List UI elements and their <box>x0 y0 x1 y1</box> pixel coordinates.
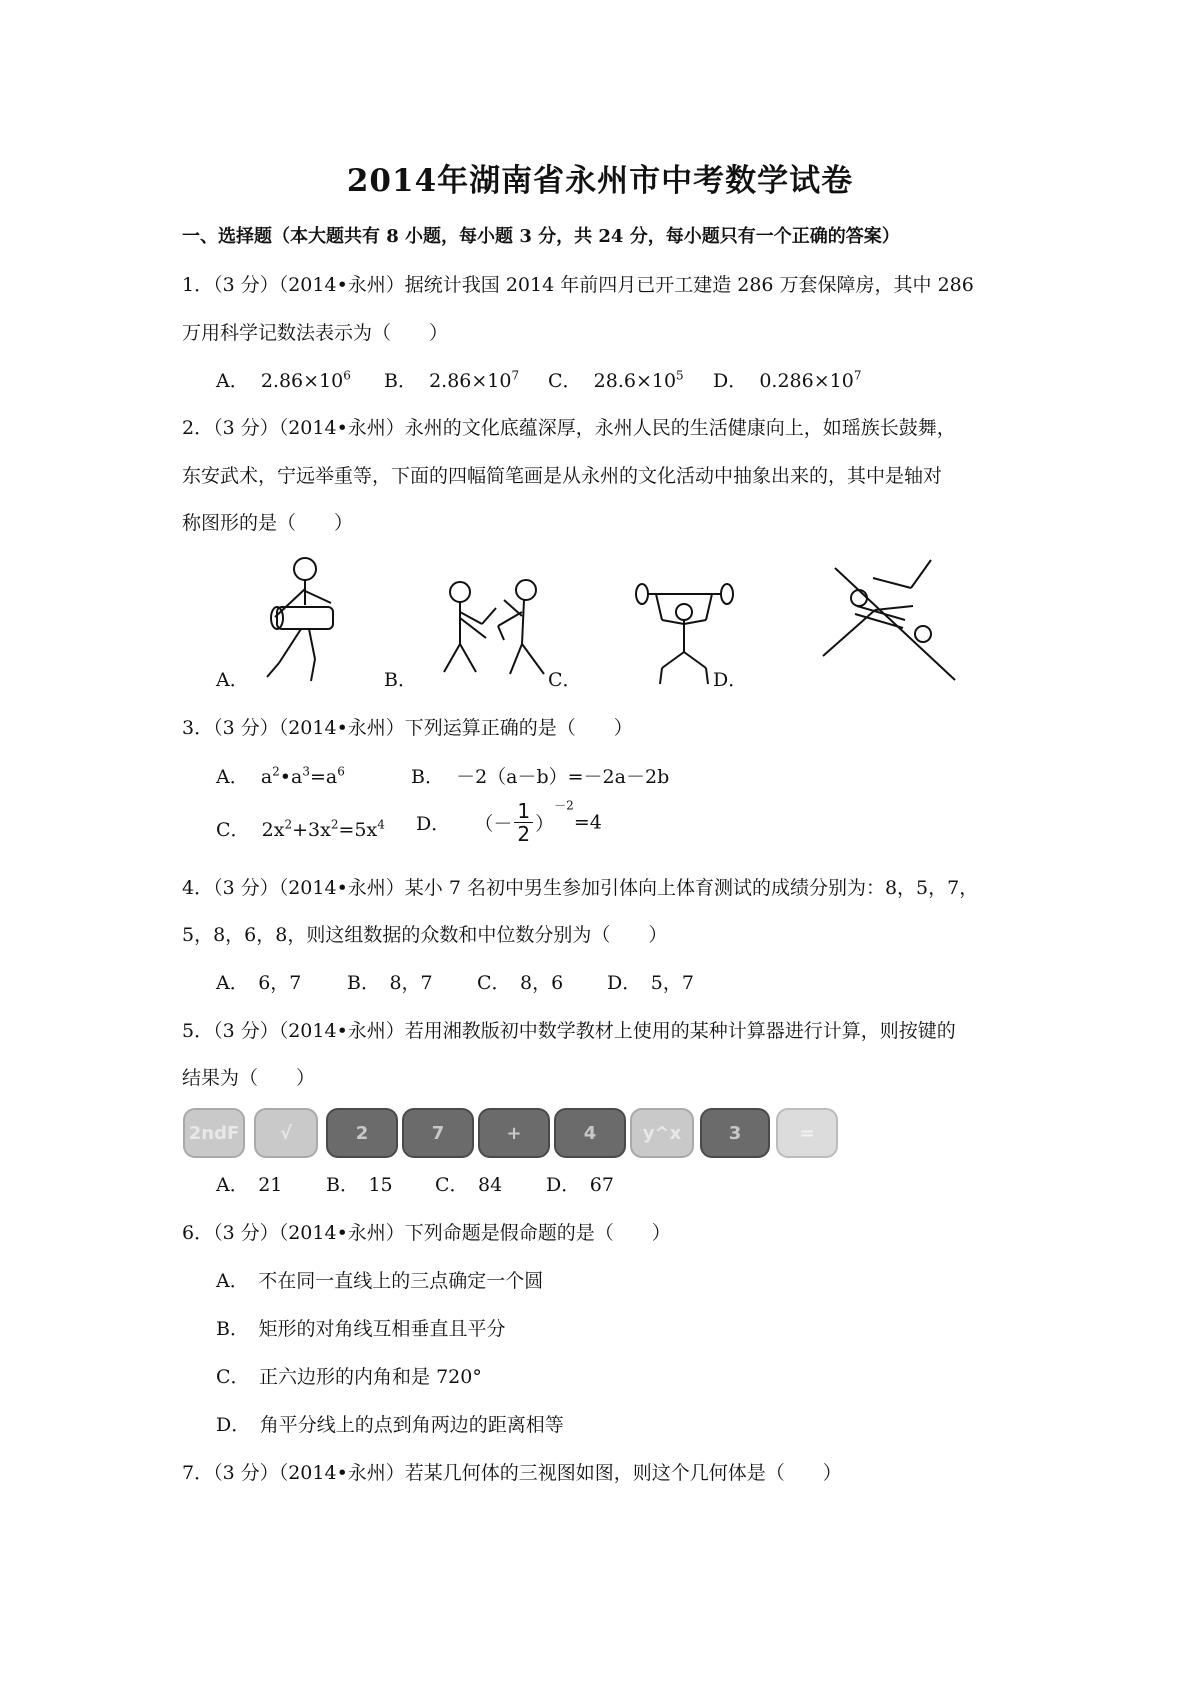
calc-key-sqrt: √ <box>254 1108 318 1158</box>
q2-label-c: C． <box>548 669 582 691</box>
page-title: 2014年湖南省永州市中考数学试卷 <box>346 163 854 199</box>
q2-label-a: A． <box>216 669 249 691</box>
q4-option-a: A． 6，7 <box>216 972 302 994</box>
figure-b-martial-arts <box>440 578 555 683</box>
calc-key-2ndf: 2ndF <box>183 1108 245 1158</box>
calc-key-plus: + <box>478 1108 550 1158</box>
calc-key-3: 3 <box>700 1108 770 1158</box>
q4-option-c: C． 8，6 <box>477 972 564 994</box>
q4-option-b: B． 8，7 <box>347 972 433 994</box>
figure-d-athlete <box>795 548 965 688</box>
q1-line1: 1．（3 分）（2014•永州）据统计我国 2014 年前四月已开工建造 286 万套保障房，其中 286 <box>182 274 974 296</box>
calc-key-power: y^x <box>630 1108 694 1158</box>
q5-option-d: D． 67 <box>546 1174 614 1196</box>
q4-line2: 5，8，6，8，则这组数据的众数和中位数分别为（ ） <box>182 924 668 946</box>
q1-option-b: B． $2.86\times 10^7$ <box>384 368 520 392</box>
fraction-one-half: $\frac{1}{2}$ <box>514 800 533 845</box>
q5-option-b: B． 15 <box>326 1174 393 1196</box>
q4-option-d: D． 5，7 <box>607 972 694 994</box>
q5-line1: 5．（3 分）（2014•永州）若用湘教版初中数学教材上使用的某种计算器进行计算，则按键的 <box>182 1020 956 1042</box>
q2-line1: 2．（3 分）（2014•永州）永州的文化底蕴深厚，永州人民的生活健康向上，如瑶族长鼓舞， <box>182 417 956 439</box>
q1-option-d: D． $0.286\times 10^7$ <box>713 368 862 392</box>
section-heading: 一、选择题（本大题共有 8 小题，每小题 3 分，共 24 分，每小题只有一个正确的答案） <box>182 226 900 247</box>
q3-option-c: C． $2x^2+3x^2=5x^4$ <box>216 817 385 841</box>
q2-line2: 东安武术，宁远举重等，下面的四幅简笔画是从永州的文化活动中抽象出来的，其中是轴对 <box>182 465 943 487</box>
q2-label-d: D． <box>713 669 748 691</box>
q5-option-a: A． 21 <box>216 1174 283 1196</box>
calc-key-4: 4 <box>554 1108 626 1158</box>
q5-option-c: C． 84 <box>435 1174 503 1196</box>
q3-option-b: B． －2（a－b）=－2a－2b <box>411 766 670 788</box>
calc-key-2: 2 <box>326 1108 398 1158</box>
q2-line3: 称图形的是（ ） <box>182 512 354 534</box>
q4-line1: 4．（3 分）（2014•永州）某小 7 名初中男生参加引体向上体育测试的成绩分别为：8，5，7， <box>182 877 979 899</box>
q3-option-a: A． $a^2•a^3=a^6$ <box>216 764 345 788</box>
q6-option-c: C． 正六边形的内角和是 720° <box>216 1366 482 1388</box>
q6-option-a: A． 不在同一直线上的三点确定一个圆 <box>216 1270 544 1292</box>
q5-line2: 结果为（ ） <box>182 1067 316 1089</box>
calc-key-7: 7 <box>402 1108 474 1158</box>
q1-option-c: C． $28.6\times 10^5$ <box>548 368 684 392</box>
q7-line1: 7．（3 分）（2014•永州）若某几何体的三视图如图，则这个几何体是（ ） <box>182 1462 842 1484</box>
q1-option-a: A． $2.86\times 10^6$ <box>216 368 351 392</box>
q6-line1: 6．（3 分）（2014•永州）下列命题是假命题的是（ ） <box>182 1222 671 1244</box>
q6-option-b: B． 矩形的对角线互相垂直且平分 <box>216 1318 506 1340</box>
q2-label-b: B． <box>384 669 417 691</box>
calc-key-equals: = <box>776 1108 838 1158</box>
figure-a-drummer <box>255 555 355 685</box>
q3-option-d: D． （－ $\frac{1}{2}$ ）$^{-2}$=4 <box>416 798 602 846</box>
q3-line1: 3．（3 分）（2014•永州）下列运算正确的是（ ） <box>182 717 633 739</box>
q6-option-d: D． 角平分线上的点到角两边的距离相等 <box>216 1414 564 1436</box>
q1-line2: 万用科学记数法表示为（ ） <box>182 322 449 344</box>
